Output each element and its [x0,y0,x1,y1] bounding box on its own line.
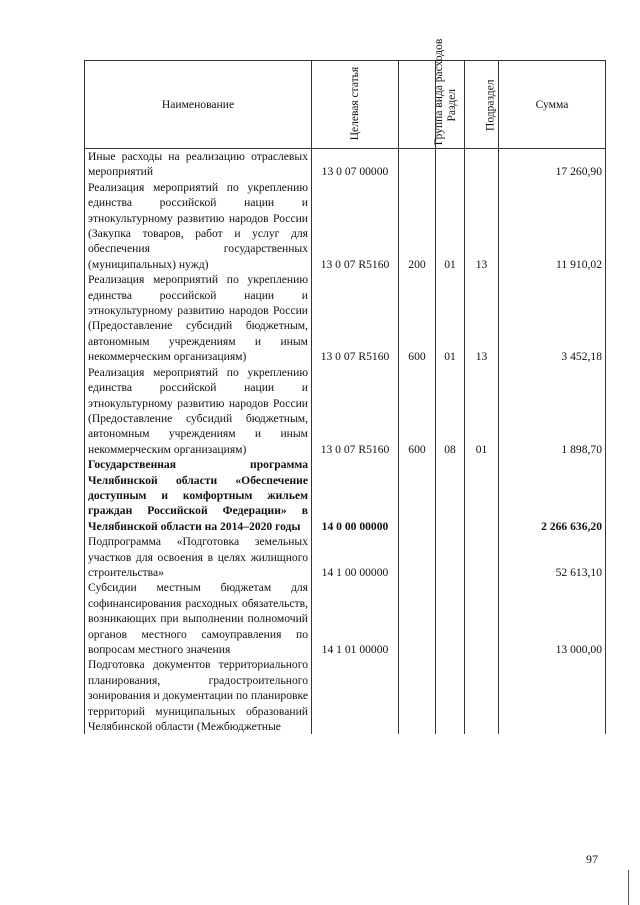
row-target [312,657,399,734]
row-sum: 3 452,18 [499,272,606,364]
row-subsection [465,457,499,534]
row-target: 13 0 07 R5160 [312,272,399,364]
row-group [399,149,436,180]
row-name: Реализация мероприятий по укреплению единства российской нации и этнокультурному развитию народов России (Предоставление субсидий бюджетным, автономным учреждениям и иным некоммерческим организациям) [85,272,312,364]
header-sum: Сумма [499,61,606,149]
row-name: Подпрограмма «Подготовка земельных участков для освоения в целях жилищного строительства» [85,534,312,580]
row-sum: 1 898,70 [499,365,606,457]
row-target: 14 1 00 00000 [312,534,399,580]
header-target: Целевая статья [312,61,399,149]
row-name: Государственная программа Челябинской области «Обеспечение доступным и комфортным жильем граждан Российской Федерации» в Челябинской области на 2014–2020 годы [85,457,312,534]
header-subsection: Подраздел [465,61,499,149]
row-subsection: 13 [465,180,499,272]
table-row [85,657,606,734]
row-target: 14 0 00 00000 [312,457,399,534]
table-row [85,149,606,180]
row-subsection [465,149,499,180]
table-row [85,365,606,457]
row-section [436,534,465,580]
row-section [436,580,465,657]
row-group: 600 [399,272,436,364]
row-group [399,457,436,534]
row-subsection [465,580,499,657]
row-target: 14 1 01 00000 [312,580,399,657]
row-sum: 52 613,10 [499,534,606,580]
row-name: Реализация мероприятий по укреплению единства российской нации и этнокультурному развитию народов России (Закупка товаров, работ и услуг для обеспечения государственных (муниципальных) нужд) [85,180,312,272]
row-name: Реализация мероприятий по укреплению единства российской нации и этнокультурному развитию народов России (Предоставление субсидий бюджетным, автономным учреждениям и иным некоммерческим организациям) [85,365,312,457]
table-header-row [85,61,606,149]
row-target: 13 0 07 R5160 [312,365,399,457]
row-name: Субсидии местным бюджетам для софинансирования расходных обязательств, возникающих при выполнении полномочий органов местного самоуправления по вопросам местного значения [85,580,312,657]
row-section: 01 [436,272,465,364]
table-row [85,180,606,272]
row-group [399,580,436,657]
row-subsection: 13 [465,272,499,364]
row-section [436,457,465,534]
header-name: Наименование [85,61,312,149]
row-section [436,657,465,734]
row-target: 13 0 07 00000 [312,149,399,180]
row-subsection: 01 [465,365,499,457]
table-row [85,272,606,364]
row-sum: 13 000,00 [499,580,606,657]
row-sum [499,657,606,734]
table-row [85,534,606,580]
row-subsection [465,534,499,580]
header-section: Раздел [436,61,465,149]
row-group [399,534,436,580]
row-sum: 11 910,02 [499,180,606,272]
row-section [436,149,465,180]
table-row [85,457,606,534]
scan-margin-line [628,870,629,905]
row-target: 13 0 07 R5160 [312,180,399,272]
row-name: Иные расходы на реализацию отраслевых мероприятий [85,149,312,180]
row-sum: 17 260,90 [499,149,606,180]
table-row [85,580,606,657]
row-section: 01 [436,180,465,272]
row-section: 08 [436,365,465,457]
page-number: 97 [586,852,598,866]
row-subsection [465,657,499,734]
row-sum: 2 266 636,20 [499,457,606,534]
row-group: 200 [399,180,436,272]
row-group: 600 [399,365,436,457]
row-name: Подготовка документов территориального планирования, градостроительного зонирования и документации по планировке территорий муниципальных образований Челябинской области (Межбюджетные [85,657,312,734]
budget-table [84,38,606,734]
header-group: Группа вида расходов [399,61,436,149]
row-group [399,657,436,734]
